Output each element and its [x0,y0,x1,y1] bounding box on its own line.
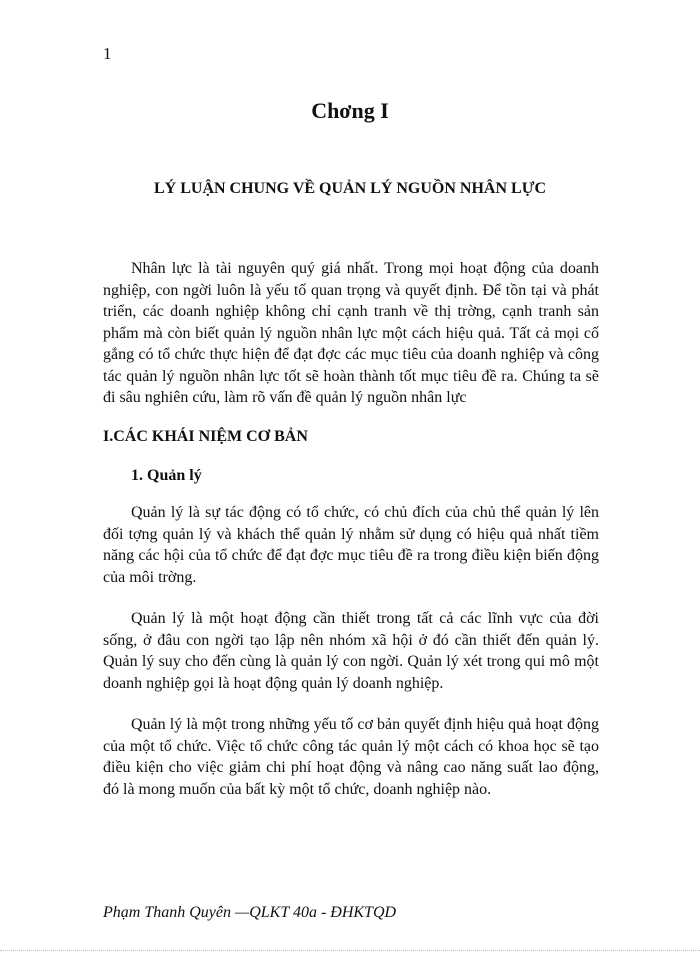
page-footer: Phạm Thanh Quyên —QLKT 40a - ĐHKTQD [103,904,397,921]
body-paragraph: Quản lý là một trong những yếu tố cơ bản quyết định hiệu quả hoạt động của một tổ chức. Việc tổ chức công tác quản lý một cách có khoa học sẽ tạo điều kiện cho việc giảm chi phí hoạt động và nâng cao năng suất lao động, đó là mong muốn của bất kỳ một tổ chức, doanh nghiệp nào. [103,716,599,798]
subsection-title: 1. Quản lý [131,467,202,484]
page-number: 1 [103,44,112,63]
body-paragraph: Quản lý là một hoạt động cần thiết trong tất cả các lĩnh vực của đời sống, ở đâu con ngời tạo lập nên nhóm xã hội ở đó cần thiết đến quản lý. Quản lý suy cho đến cùng là quản lý con ngời. Quản lý xét trong qui mô một doanh nghiệp gọi là hoạt động quản lý doanh nghiệp. [103,610,599,692]
intro-paragraph: Nhân lực là tài nguyên quý giá nhất. Trong mọi hoạt động của doanh nghiệp, con ngời luôn là yếu tố quan trọng và quyết định. Để tồn tại và phát triển, các doanh nghiệp không chỉ cạnh tranh về thị trờng, cạnh tranh sản phẩm mà còn biết quản lý nguồn nhân lực một cách hiệu quả. Tất cả mọi cố gắng có tổ chức thực hiện để đạt đợc các mục tiêu của doanh nghiệp và công tác quản lý nguồn nhân lực tốt sẽ hoàn thành tốt mục tiêu đề ra. Chúng ta sẽ đi sâu nghiên cứu, làm rõ vấn đề quản lý nguồn nhân lực [103,260,599,406]
body-paragraph: Quản lý là sự tác động có tổ chức, có chủ đích của chủ thể quản lý lên đối tợng quản lý và khách thể quản lý nhằm sử dụng có hiệu quả nhất tiềm năng các hội của tổ chức để đạt đợc mục tiêu đề ra trong điều kiện biến động của môi trờng. [103,504,599,586]
chapter-heading: Chơng I [311,98,389,123]
footer-divider [0,950,700,951]
section-title: I.CÁC KHÁI NIỆM CƠ BẢN [103,428,308,445]
chapter-title: LÝ LUẬN CHUNG VỀ QUẢN LÝ NGUỒN NHÂN LỰC [153,180,546,197]
